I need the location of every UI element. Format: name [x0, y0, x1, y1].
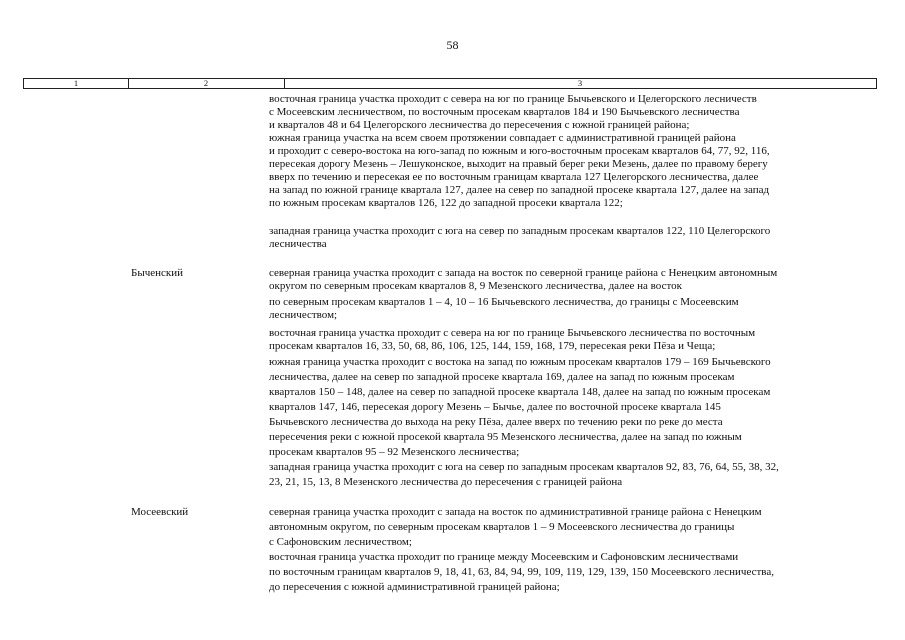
text-line: Бычьевского лесничества до выхода на реку Пёза, далее вверх по течению реки по реке до места — [269, 416, 723, 428]
column-header-2: 2 — [128, 79, 285, 88]
text-line: по южным просекам кварталов 126, 122 до западной просеки квартала 122; — [269, 197, 623, 209]
page-number: 58 — [446, 38, 459, 52]
text-line: просекам кварталов 95 – 92 Мезенского лесничества; — [269, 446, 520, 458]
text-line: южная граница участка на всем своем протяжении совпадает с административной границей района — [269, 132, 736, 144]
text-line: восточная граница участка проходит с севера на юг по границе Бычьевского и Целегорского лесничеств — [269, 93, 757, 105]
text-line: по восточным границам кварталов 9, 18, 41, 63, 84, 94, 99, 109, 119, 129, 139, 150 Мосеевского лесничества, — [269, 566, 774, 578]
text-line: вверх по течению и пересекая ее по восточным границам квартала 127 Целегорского лесничества, далее — [269, 171, 759, 183]
text-line: просекам кварталов 16, 33, 50, 68, 86, 106, 125, 144, 159, 168, 179, пересекая реки Пёза и Чеща; — [269, 340, 716, 352]
text-line: южная граница участка проходит с востока на запад по южным просекам кварталов 179 – 169 Бычьевского — [269, 356, 771, 368]
text-line: кварталов 150 – 148, далее на север по западной просеке квартала 148, далее на запад по южным просекам — [269, 386, 771, 398]
text-line: с Мосеевским лесничеством, по восточным просекам кварталов 184 и 190 Бычьевского лесничества — [269, 106, 740, 118]
text-line: северная граница участка проходит с запада на восток по административной границе района с Ненецким — [269, 506, 762, 518]
text-line: на запад по южной границе квартала 127, далее на север по западной просеке квартала 127, далее на запад — [269, 184, 770, 196]
column-header-3: 3 — [577, 78, 583, 88]
text-line: с Сафоновским лесничеством; — [269, 536, 412, 548]
text-line: пересечения реки с южной просекой квартала 95 Мезенского лесничества, далее на запад по южным — [269, 431, 742, 443]
text-line: западная граница участка проходит с юга на север по западным просекам кварталов 122, 110 Целегорского — [269, 225, 771, 237]
text-line: пересекая дорогу Мезень – Лешуконское, выходит на правый берег реки Мезень, далее по правому берегу — [269, 158, 768, 170]
column-header-1: 1 — [24, 79, 129, 88]
text-line: и кварталов 48 и 64 Целегорского лесничества до пересечения с южной границей района; — [269, 119, 690, 131]
region-name-moseevsky: Мосеевский — [131, 506, 189, 518]
text-line: восточная граница участка проходит с севера на юг по границе Бычьевского лесничества по восточным — [269, 327, 756, 339]
text-line: северная граница участка проходит с запада на восток по северной границе района с Ненецким автономным — [269, 267, 778, 279]
table-header-row — [23, 78, 877, 89]
text-line: по северным просекам кварталов 1 – 4, 10 – 16 Бычьевского лесничества, до границы с Мосеевским — [269, 296, 739, 308]
text-line: до пересечения с южной административной границей района; — [269, 581, 560, 593]
text-line: восточная граница участка проходит по границе между Мосеевским и Сафоновским лесничествами — [269, 551, 739, 563]
text-line: лесничества — [269, 238, 327, 250]
text-line: лесничеством; — [269, 309, 338, 321]
region-name-bychensky: Быченский — [131, 267, 184, 279]
text-line: и проходит с северо-востока на юго-запад по южным и юго-восточным просекам кварталов 64, 77, 92, 116, — [269, 145, 770, 157]
text-line: кварталов 147, 146, пересекая дорогу Мезень – Бычье, далее по восточной просеке квартала 145 — [269, 401, 721, 413]
text-line: округом по северным просекам кварталов 8, 9 Мезенского лесничества, далее на восток — [269, 280, 682, 292]
text-line: 23, 21, 15, 13, 8 Мезенского лесничества до пересечения с границей района — [269, 476, 623, 488]
text-line: западная граница участка проходит с юга на север по западным просекам кварталов 92, 83, 76, 64, 55, 38, 32, — [269, 461, 779, 473]
text-line: лесничества, далее на север по западной просеке квартала 169, далее на запад по южным просекам — [269, 371, 735, 383]
text-line: автономным округом, по северным просекам кварталов 1 – 9 Мосеевского лесничества до границы — [269, 521, 735, 533]
